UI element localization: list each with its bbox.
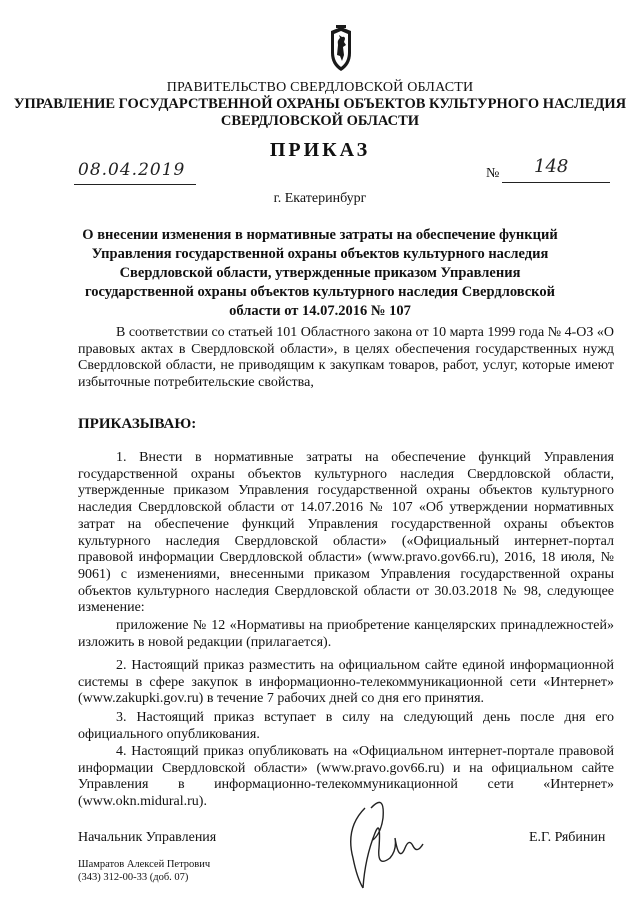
number-label: № xyxy=(486,166,500,181)
item-2: 2. Настоящий приказ разместить на официальном сайте единой информационной системы в сфере закупок в информационно-телекоммуникационной сети «Интернет» (www.zakupki.gov.ru) в течение 7 рабочих дней со дня его принятия. xyxy=(78,658,614,707)
executor-name: Шамратов Алексей Петрович xyxy=(78,859,211,870)
department-name-line1: УПРАВЛЕНИЕ ГОСУДАРСТВЕННОЙ ОХРАНЫ ОБЪЕКТОВ КУЛЬТУРНОГО НАСЛЕДИЯ xyxy=(13,96,627,112)
handwritten-date: 08.04.2019 xyxy=(78,160,186,180)
signatory-role: Начальник Управления xyxy=(78,830,217,845)
executor-phone: (343) 312-00-33 (доб. 07) xyxy=(78,872,189,883)
document-title: О внесении изменения в нормативные затраты на обеспечение функций Управления государственной охраны объектов культурного наследия Свердловской области, утвержденные приказом Управления государственной охраны объектов культурного наследия Свердловской области от 14.07.2016 № 107 xyxy=(82,227,558,319)
item-4: 4. Настоящий приказ опубликовать на «Официальном интернет-портале правовой информации Свердловской области» (www.pravo.gov66.ru) и на официальном сайте Управления в информационно-телекоммуникационной сети «Интернет» (www.okn.midural.ru). xyxy=(78,744,614,810)
preamble: В соответствии со статьей 101 Областного закона от 10 марта 1999 года № 4-ОЗ «О правовых актах в Свердловской области», в целях обеспечения государственных нужд Свердловской области, не приводящим к закупкам товаров, работ, услуг, которые имеют избыточные потребительские свойства, xyxy=(78,325,614,391)
handwritten-number: 148 xyxy=(534,156,569,177)
item-3: 3. Настоящий приказ вступает в силу на следующий день после дня его официального опубликования. xyxy=(78,710,614,742)
document-type: ПРИКАЗ xyxy=(269,139,371,161)
number-field xyxy=(502,156,610,183)
order-word: ПРИКАЗЫВАЮ: xyxy=(78,416,197,432)
government-name: ПРАВИТЕЛЬСТВО СВЕРДЛОВСКОЙ ОБЛАСТИ xyxy=(166,80,474,95)
department-name xyxy=(0,96,640,130)
signatory-name: Е.Г. Рябинин xyxy=(529,830,606,845)
department-name-line2: СВЕРДЛОВСКОЙ ОБЛАСТИ xyxy=(220,113,420,129)
date-field xyxy=(74,160,196,185)
handwritten-signature xyxy=(335,788,455,898)
city: г. Екатеринбург xyxy=(273,191,367,206)
item-1: 1. Внести в нормативные затраты на обеспечение функций Управления государственной охраны объектов культурного наследия Свердловской области, утвержденные приказом Управления государственной охраны объектов культурного наследия Свердловской области от 14.07.2016 № 107 «Об утверждении нормативных затрат на обеспечение функций Управления государственной охраны объектов культурного наследия Свердловской области» («Официальный интернет-портал правовой информации Свердловской области» (www.pravo.gov66.ru), 2016, 18 июля, № 9061) с изменениями, внесенными приказом Управления государственной охраны объектов культурного наследия Свердловской области от 30.03.2018 № 98, следующее изменение: xyxy=(78,450,614,616)
sverdlovsk-coat-of-arms-icon xyxy=(325,25,357,73)
item-1-sub: приложение № 12 «Нормативы на приобретение канцелярских принадлежностей» изложить в новой редакции (прилагается). xyxy=(78,618,614,650)
